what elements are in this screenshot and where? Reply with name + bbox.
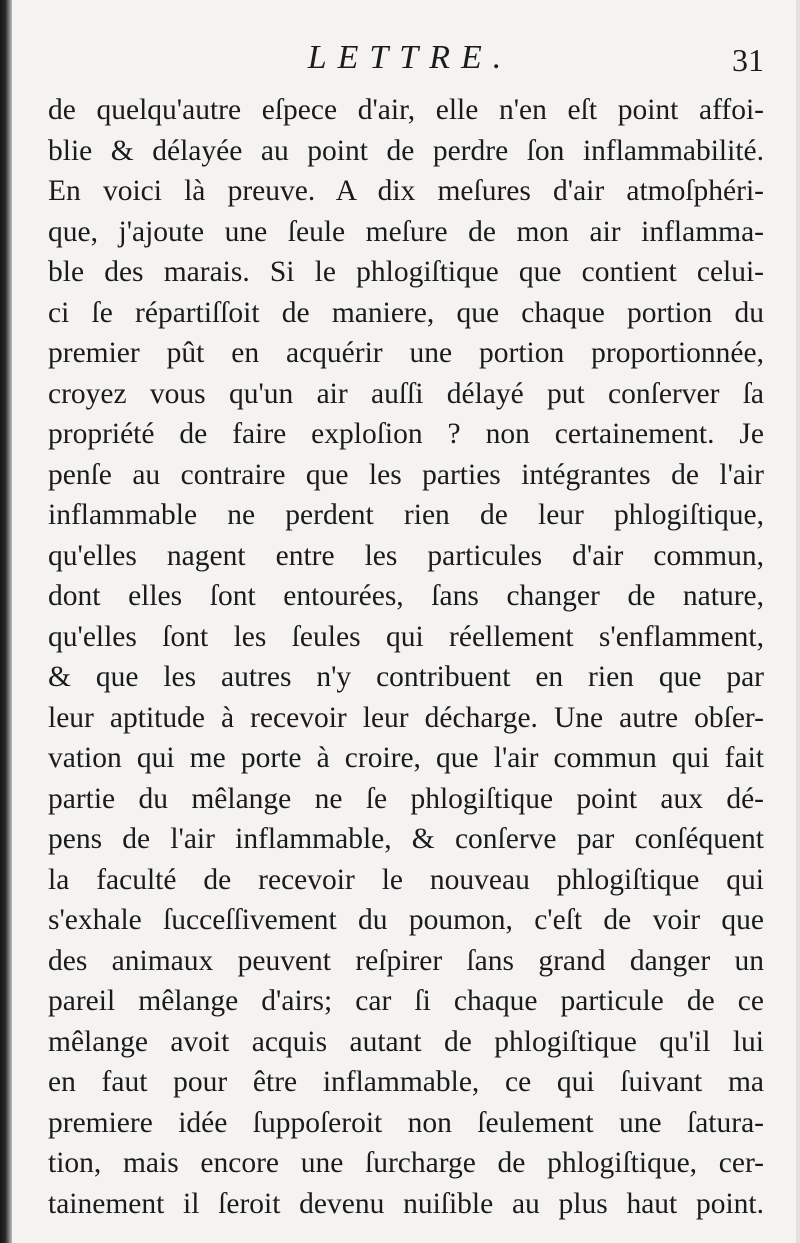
text-line: penſe au contraire que les parties intégrantes de l'air xyxy=(48,458,764,491)
text-line: vation qui me porte à croire, que l'air commun qui fait xyxy=(48,742,764,774)
text-line: inflammable ne perdent rien de leur phlogiſtique, xyxy=(48,499,764,531)
body-text xyxy=(48,90,764,1224)
text-line: tainement il ſeroit devenu nuiſible au plus haut point. xyxy=(48,1187,764,1220)
text-line: tion, mais encore une ſurcharge de phlogiſtique, cer- xyxy=(48,1147,764,1179)
text-line: & que les autres n'y contribuent en rien que par xyxy=(48,661,764,693)
text-line: premiere idée ſuppoſeroit non ſeulement une ſatura- xyxy=(48,1106,764,1139)
text-line: leur aptitude à recevoir leur décharge. Une autre obſer- xyxy=(48,701,764,734)
text-line: pens de l'air inflammable, & conſerve par conſéquent xyxy=(48,823,764,855)
text-line: blie & délayée au point de perdre ſon inflammabilité. xyxy=(48,134,764,167)
text-line: propriété de faire exploſion ? non certainement. Je xyxy=(48,418,764,450)
page-binding-shadow xyxy=(0,0,12,1243)
page-number: 31 xyxy=(732,42,764,78)
text-line: la faculté de recevoir le nouveau phlogiſtique qui xyxy=(48,863,764,896)
text-line: partie du mêlange ne ſe phlogiſtique point aux dé- xyxy=(48,782,764,815)
text-line: en faut pour être inflammable, ce qui ſuivant ma xyxy=(48,1066,764,1098)
text-line: En voici là preuve. A dix meſures d'air atmoſphéri- xyxy=(48,175,764,207)
text-line: croyez vous qu'un air auſſi délayé put conſerver ſa xyxy=(48,377,764,410)
page-header xyxy=(48,36,772,80)
text-line: dont elles ſont entourées, ſans changer de nature, xyxy=(48,580,764,612)
text-line: qu'elles ſont les ſeules qui réellement s'enflamment, xyxy=(48,620,764,653)
text-line: s'exhale ſucceſſivement du poumon, c'eſt de voir que xyxy=(48,904,764,936)
text-line: ci ſe répartiſſoit de maniere, que chaque portion du xyxy=(48,296,764,329)
text-line: qu'elles nagent entre les particules d'air commun, xyxy=(48,539,764,572)
text-line: des animaux peuvent reſpirer ſans grand danger un xyxy=(48,944,764,977)
text-line: que, j'ajoute une ſeule meſure de mon air inflamma- xyxy=(48,215,764,248)
running-title: LETTRE. xyxy=(307,39,513,76)
text-line: ble des marais. Si le phlogiſtique que contient celui- xyxy=(48,256,764,288)
text-line: pareil mêlange d'airs; car ſi chaque particule de ce xyxy=(48,985,764,1017)
text-line: mêlange avoit acquis autant de phlogiſtique qu'il lui xyxy=(48,1025,764,1058)
text-line: premier pût en acquérir une portion proportionnée, xyxy=(48,337,764,369)
text-line: de quelqu'autre eſpece d'air, elle n'en eſt point affoi- xyxy=(48,94,764,126)
page-edge xyxy=(796,0,800,1243)
